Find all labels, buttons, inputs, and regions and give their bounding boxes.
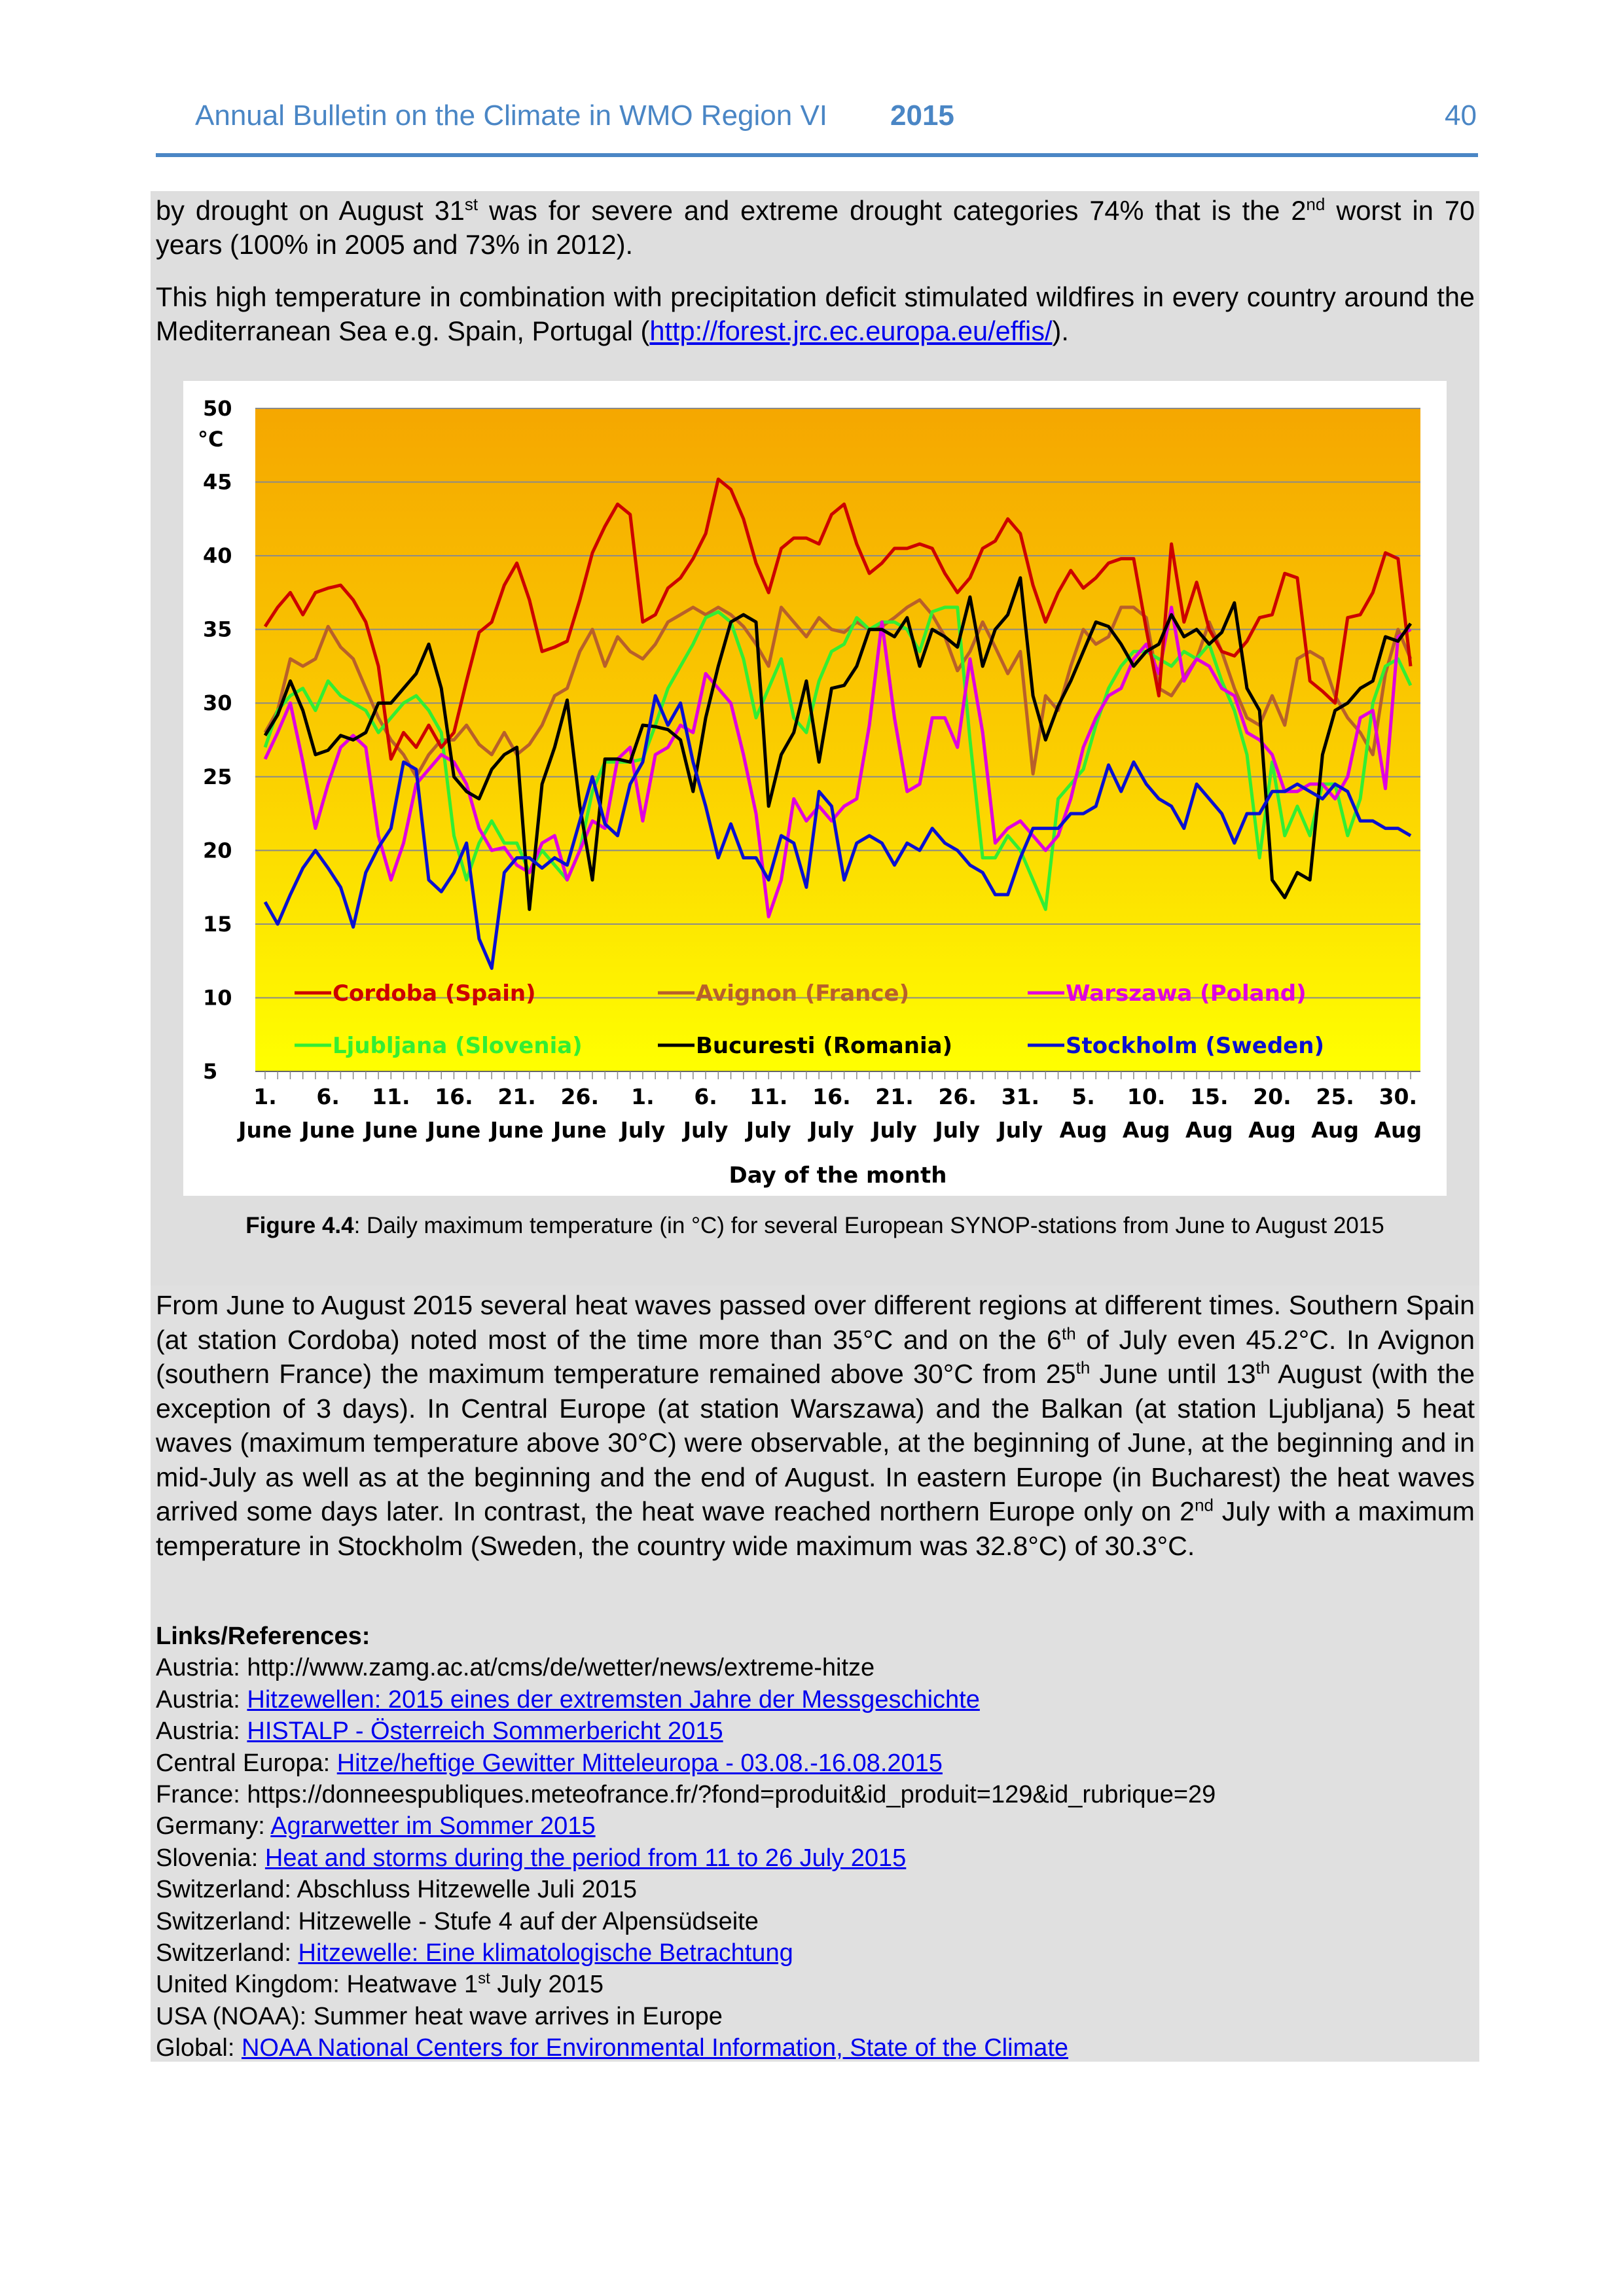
reference-link[interactable]: Agrarwetter im Sommer 2015 xyxy=(270,1812,596,1840)
legend-label: Cordoba (Spain) xyxy=(333,980,536,1007)
reference-item: Slovenia: Heat and storms during the period from 11 to 26 July 2015 xyxy=(156,1844,907,1872)
y-axis-unit-label: °C xyxy=(198,427,224,452)
reference-item: Austria: Hitzewellen: 2015 eines der extremsten Jahre der Messgeschichte xyxy=(156,1685,980,1713)
bulletin-year: 2015 xyxy=(890,99,954,132)
x-tick-label: 26. xyxy=(938,1084,977,1109)
figure-label: Figure 4.4 xyxy=(245,1213,354,1238)
x-axis-title: Day of the month xyxy=(729,1162,947,1189)
y-tick-label: 25 xyxy=(203,764,232,789)
page-header xyxy=(156,92,1478,157)
x-tick-month-label: Aug xyxy=(1311,1117,1359,1143)
x-tick-label: 11. xyxy=(749,1084,788,1109)
y-tick-label: 15 xyxy=(203,911,232,937)
x-tick-month-label: Aug xyxy=(1185,1117,1233,1143)
x-tick-month-label: June xyxy=(427,1117,481,1143)
reference-item: France: https://donneespubliques.meteofrance.fr/?fond=produit&id_produit=129&id_rubrique=29 xyxy=(156,1781,1216,1809)
heatwave-paragraph: From June to August 2015 several heat waves passed over different regions at different times. Southern Spain (at station Cordoba) noted most of the time more than 35°C and on the 6th of July even 45.2°C. In Avignon (southern France) the maximum temperature remained above 30°C from 25th June until 13th August (with the exception of 3 days). In Central Europe (at station Warszawa) and the Balkan (at station Ljubljana) 5 heat waves (maximum temperature above 30°C) were observable, at the beginning of June, at the beginning and in mid-July as well as at the beginning and the end of August. In eastern Europe (in Bucharest) the heat waves arrived some days later. In contrast, the heat wave reached northern Europe only on 2nd July with a maximum temperature in Stockholm (Sweden, the country wide maximum was 32.8°C) of 30.3°C. xyxy=(156,1290,1475,1561)
reference-item: United Kingdom: Heatwave 1st July 2015 xyxy=(156,1969,604,1999)
x-tick-month-label: June xyxy=(238,1117,292,1143)
reference-item: Switzerland: Abschluss Hitzewelle Juli 2015 xyxy=(156,1876,638,1904)
x-tick-label: 10. xyxy=(1127,1084,1166,1109)
x-tick-month-label: June xyxy=(490,1117,544,1143)
header-divider xyxy=(156,153,1478,157)
legend-label: Stockholm (Sweden) xyxy=(1066,1033,1324,1059)
y-tick-label: 40 xyxy=(203,543,232,569)
page-number: 40 xyxy=(1445,99,1477,132)
x-tick-label: 16. xyxy=(435,1084,473,1109)
x-tick-month-label: Aug xyxy=(1374,1117,1422,1143)
x-tick-label: 1. xyxy=(631,1084,655,1109)
reference-link[interactable]: NOAA National Centers for Environmental Information, State of the Climate xyxy=(241,2034,1069,2062)
x-tick-label: 30. xyxy=(1379,1084,1418,1109)
figure-caption: Figure 4.4: Daily maximum temperature (in °C) for several European SYNOP-stations from June to August 2015 xyxy=(245,1213,1384,1238)
x-tick-month-label: Aug xyxy=(1248,1117,1296,1143)
reference-link[interactable]: Hitzewelle: Eine klimatologische Betrachtung xyxy=(298,1939,793,1967)
x-tick-label: 21. xyxy=(497,1084,536,1109)
legend-label: Avignon (France) xyxy=(696,980,910,1007)
reference-item: Global: NOAA National Centers for Environmental Information, State of the Climate xyxy=(156,2034,1069,2062)
x-tick-month-label: June xyxy=(301,1117,355,1143)
reference-item: Switzerland: Hitzewelle - Stufe 4 auf der Alpensüdseite xyxy=(156,1907,759,1935)
y-tick-label: 45 xyxy=(203,469,232,495)
x-tick-month-label: July xyxy=(746,1117,791,1143)
x-tick-month-label: July xyxy=(872,1117,917,1143)
x-tick-month-label: July xyxy=(809,1117,854,1143)
reference-link[interactable]: Hitzewellen: 2015 eines der extremsten Jahre der Messgeschichte xyxy=(247,1685,980,1713)
x-tick-label: 25. xyxy=(1316,1084,1354,1109)
x-tick-month-label: Aug xyxy=(1122,1117,1170,1143)
legend-label: Bucuresti (Romania) xyxy=(696,1033,953,1059)
x-tick-label: 20. xyxy=(1253,1084,1291,1109)
y-axis xyxy=(203,396,232,1084)
x-tick-month-label: June xyxy=(552,1117,607,1143)
x-tick-label: 6. xyxy=(316,1084,340,1109)
y-tick-label: 50 xyxy=(203,396,232,421)
x-tick-label: 1. xyxy=(253,1084,277,1109)
x-tick-label: 16. xyxy=(812,1084,851,1109)
reference-item: Germany: Agrarwetter im Sommer 2015 xyxy=(156,1812,596,1840)
x-tick-label: 6. xyxy=(694,1084,717,1109)
x-tick-label: 11. xyxy=(372,1084,410,1109)
intro-paragraph-1: by drought on August 31st was for severe and extreme drought categories 74% that is the 2nd worst in 70 years (100% in 2005 and 73% in 2012). xyxy=(156,194,1475,260)
temperature-chart xyxy=(183,381,1447,1196)
legend-label: Ljubljana (Slovenia) xyxy=(333,1033,583,1059)
x-tick-label: 31. xyxy=(1001,1084,1040,1109)
reference-link[interactable]: Hitze/heftige Gewitter Mitteleuropa - 03.08.-16.08.2015 xyxy=(336,1749,943,1777)
x-tick-label: 15. xyxy=(1190,1084,1229,1109)
x-tick-label: 26. xyxy=(560,1084,600,1109)
reference-link[interactable]: Heat and storms during the period from 11 to 26 July 2015 xyxy=(264,1844,907,1872)
x-tick-month-label: July xyxy=(998,1117,1043,1143)
x-tick-label: 21. xyxy=(875,1084,914,1109)
reference-item: USA (NOAA): Summer heat wave arrives in Europe xyxy=(156,2002,723,2030)
references-heading: Links/References: xyxy=(156,1623,370,1650)
x-tick-month-label: July xyxy=(620,1117,666,1143)
effis-link[interactable]: http://forest.jrc.ec.europa.eu/effis/ xyxy=(649,315,1053,346)
reference-item: Central Europa: Hitze/heftige Gewitter Mitteleuropa - 03.08.-16.08.2015 xyxy=(156,1749,943,1777)
reference-link[interactable]: HISTALP - Österreich Sommerbericht 2015 xyxy=(247,1717,723,1746)
y-tick-label: 35 xyxy=(203,617,232,642)
y-tick-label: 5 xyxy=(203,1059,218,1084)
x-tick-month-label: Aug xyxy=(1059,1117,1108,1143)
y-tick-label: 20 xyxy=(203,838,232,863)
reference-item: Austria: HISTALP - Österreich Sommerbericht 2015 xyxy=(156,1717,723,1746)
x-tick-month-label: July xyxy=(683,1117,729,1143)
x-tick-month-label: June xyxy=(364,1117,418,1143)
references-section xyxy=(156,1621,1475,2064)
x-axis xyxy=(237,1071,1422,1143)
x-tick-label: 5. xyxy=(1072,1084,1095,1109)
legend-label: Warszawa (Poland) xyxy=(1066,980,1307,1007)
intro-paragraph-2: This high temperature in combination with precipitation deficit stimulated wildfires in every country around the Mediterranean Sea e.g. Spain, Portugal (http://forest.jrc.ec.europa.eu/effis/). xyxy=(156,281,1475,346)
x-tick-month-label: July xyxy=(935,1117,980,1143)
temperature-chart-box xyxy=(183,381,1447,1196)
reference-item: Switzerland: Hitzewelle: Eine klimatologische Betrachtung xyxy=(156,1939,793,1967)
y-tick-label: 10 xyxy=(203,985,232,1011)
y-tick-label: 30 xyxy=(203,691,232,716)
reference-item: Austria: http://www.zamg.ac.at/cms/de/wetter/news/extreme-hitze xyxy=(156,1654,875,1682)
bulletin-title: Annual Bulletin on the Climate in WMO Region VI xyxy=(195,99,828,132)
